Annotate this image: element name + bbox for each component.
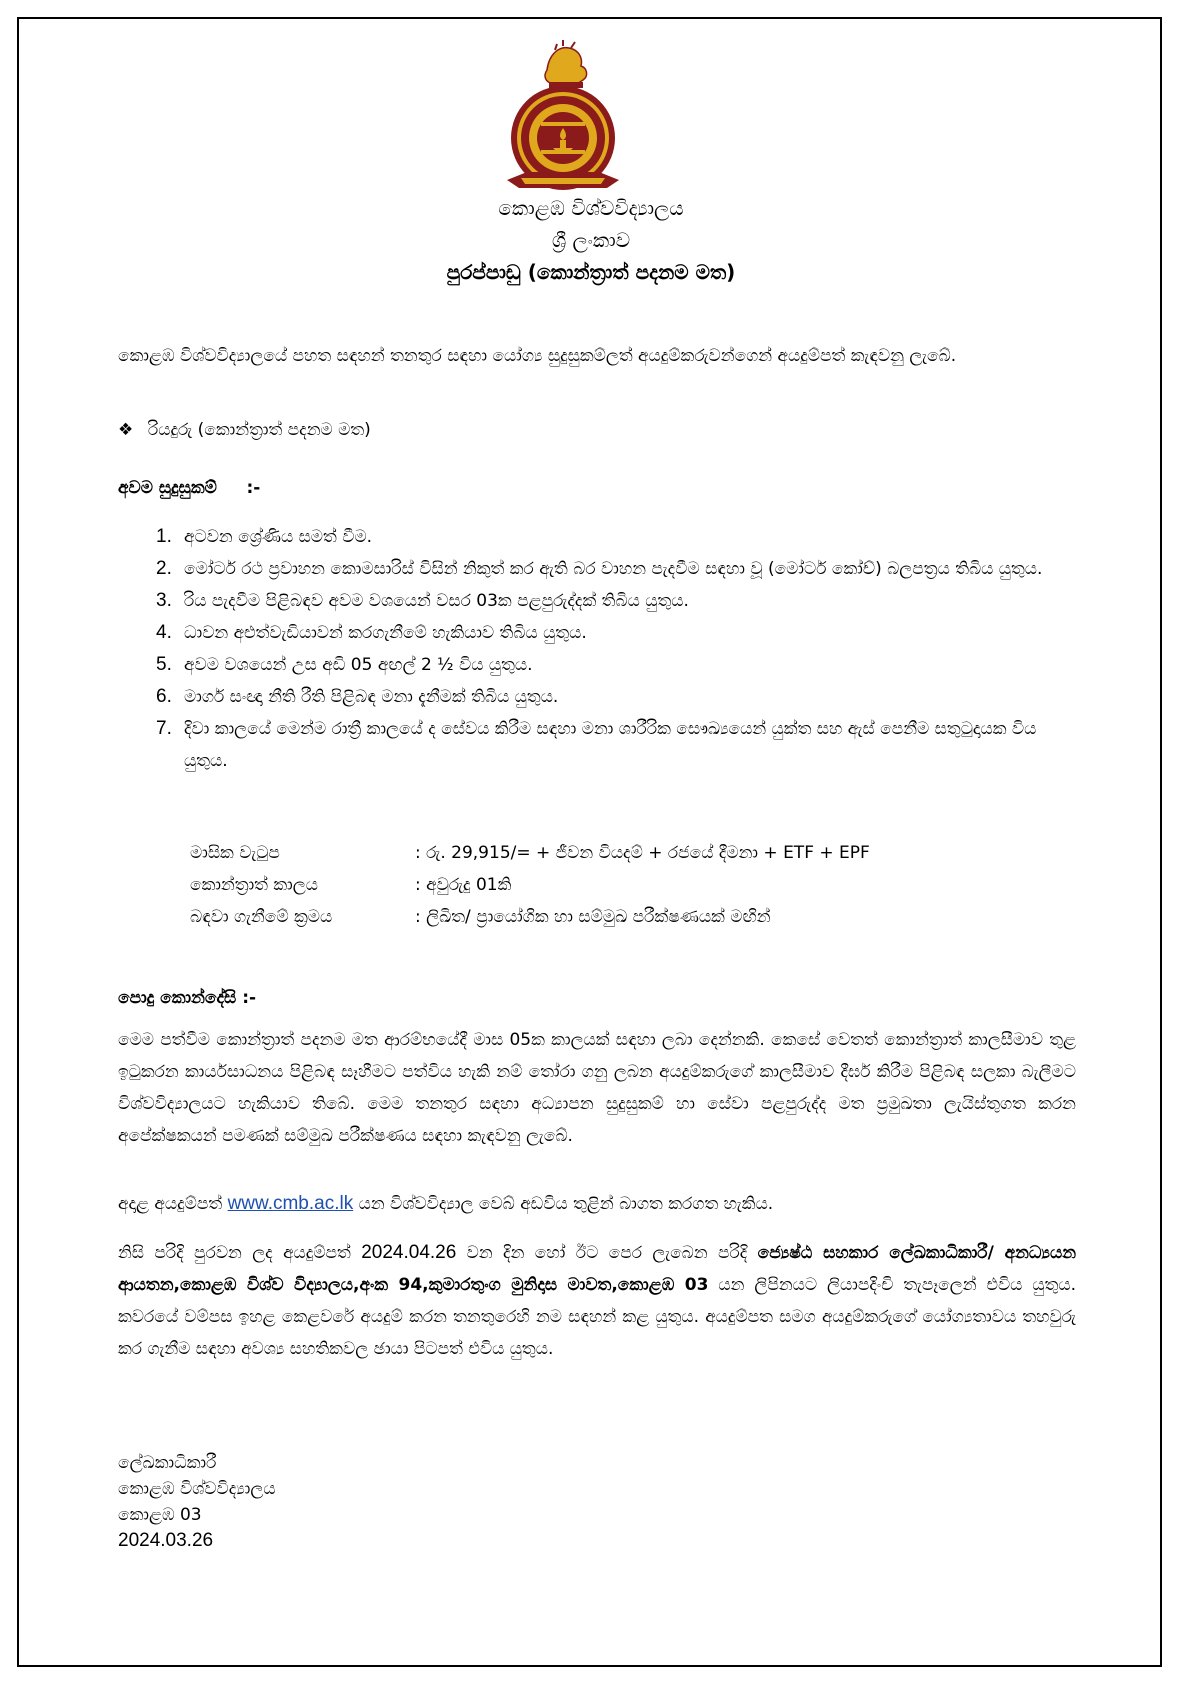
country-name: ශ්‍රී ලංකාව (551, 228, 631, 252)
qualification-number: 2. (156, 558, 172, 579)
detail-label: කොන්ත්‍රාත් කාලය (190, 875, 318, 895)
qualification-item (150, 649, 1080, 681)
qualifications-heading: අවම සුදුසුකම් :- (118, 478, 261, 498)
signatory-university: කොළඹ විශ්වවිද්‍යාලය (118, 1479, 276, 1499)
university-website-link[interactable]: www.cmb.ac.lk (227, 1193, 354, 1214)
qualification-item (150, 681, 1080, 713)
signature-block (118, 1450, 276, 1554)
qualification-item (150, 553, 1080, 585)
qualification-number: 7. (156, 718, 172, 739)
general-conditions-heading: පොදු කොන්දේසි :- (118, 988, 257, 1008)
download-line: අදාළ අයදුම්පත් www.cmb.ac.lk යන විශ්වවිද්‍යාල වෙබ් අඩවිය තුළින් බාගත කරගත හැකිය. (118, 1193, 774, 1214)
detail-label: මාසික වැටුප (190, 843, 280, 863)
qualification-item (150, 713, 1080, 777)
signatory-city: කොළඹ 03 (118, 1505, 202, 1525)
qualification-text: අටවන ශ්‍රේණිය සමත් වීම. (184, 527, 373, 547)
detail-value: : අවුරුදු 01කි (415, 875, 512, 895)
diamond-bullet-icon: ❖ (118, 420, 134, 440)
detail-value: : ලිඛිත/ ප්‍රායෝගික හා සම්මුඛ පරීක්ෂණයක් මඟින් (415, 907, 771, 927)
qualification-number: 1. (156, 526, 172, 547)
qualification-text: දිවා කාලයේ මෙන්ම රාත්‍රී කාලයේ ද සේවය කිරීම සඳහා මනා ශාරීරික සෞඛ්‍යයෙන් යුක්ත සහ ඇස් පෙනීම සතුටුදායක විය යුතුය. (184, 719, 1037, 771)
intro-paragraph: කොළඹ විශ්වවිද්‍යාලයේ පහත සඳහන් තනතුර සඳහා යෝග්‍ය සුදුසුකම්ලත් අයදුම්කරුවන්ගෙන් අයදුම්පත් කැඳවනු ලැබේ. (118, 346, 957, 366)
qualification-text: මාර්ග සංඥා නීති රීති පිළිබඳ මනා දැනීමක් තිබිය යුතුය. (184, 687, 559, 707)
qualification-item (150, 617, 1080, 649)
qualification-item (150, 585, 1080, 617)
details-table (190, 837, 870, 933)
qualification-number: 3. (156, 590, 172, 611)
qualification-text: ධාවන අළුත්වැඩියාවන් කරගැනීමේ හැකියාව තිබිය යුතුය. (184, 623, 587, 643)
notice-date: 2024.03.26 (118, 1530, 214, 1551)
detail-value: : රු. 29,915/= + ජීවන වියදම් + රජයේ දීමනා + ETF + EPF (415, 843, 870, 863)
post-title-line (118, 420, 371, 440)
qualifications-list (150, 521, 1080, 777)
detail-label: බඳවා ගැනීමේ ක්‍රමය (190, 907, 333, 927)
closing-date: 2024.04.26 (361, 1242, 457, 1263)
detail-row (190, 869, 870, 901)
qualification-number: 6. (156, 686, 172, 707)
qualification-item (150, 521, 1080, 553)
university-name: කොළඹ විශ්වවිද්‍යාලය (498, 196, 684, 220)
university-crest-logo (497, 40, 629, 200)
detail-row (190, 901, 870, 933)
qualification-text: රිය පැදවීම පිළිබඳව අවම වශයෙන් වසර 03ක පළපුරුද්දක් තිබිය යුතුය. (184, 591, 689, 611)
submission-paragraph: නිසි පරිදි පුරවන ලද අයදුම්පත් 2024.04.26 වන දින හෝ ඊට පෙර ලැබෙන පරිදි ජ්‍යෙෂ්ඨ සහකාර ලේඛකාධිකාරී/ අනධ්‍යයන ආයතන,කොළඹ විශ්ව විද්‍යාලය,අංක 94,කුමාරතුංග මුනිදාස මාවත,කොළඹ 03 යන ලිපිනයට ලියාපදිංචි තැපෑලෙන් එවිය යුතුය. කවරයේ වම්පස ඉහළ කෙළවරේ අයදුම් කරන තනතුරෙහි නම සඳහන් කළ යුතුය. අයදුම්පත සමග අයදුම්කරුගේ යෝග්‍යතාවය තහවුරු කර ගැනීම සඳහා අවශ්‍ය සහතිකවල ඡායා පිටපත් එවිය යුතුය. (118, 1242, 1076, 1359)
page-title: පුරප්පාඩු (කොන්ත්‍රාත් පදනම මත) (446, 260, 736, 284)
qualification-text: අවම වශයෙන් උස අඩි 05 අඟල් 2 ½ විය යුතුය. (184, 655, 533, 675)
detail-row (190, 837, 870, 869)
lion-emblem-icon (545, 40, 587, 88)
qualification-number: 5. (156, 654, 172, 675)
signatory-title: ලේඛකාධිකාරී (118, 1453, 217, 1473)
qualification-number: 4. (156, 622, 172, 643)
post-name: රියදුරු (කොන්ත්‍රාත් පදනම මත) (148, 420, 371, 440)
qualification-text: මෝටර් රථ ප්‍රවාහන කොමසාරිස් විසින් නිකුත් කර ඇති බර වාහන පැදවීම සඳහා වූ (මෝටර් කෝච්) බලපත්‍රය තිබිය යුතුය. (184, 559, 1043, 579)
submission-address: ජ්‍යෙෂ්ඨ සහකාර ලේඛකාධිකාරී/ අනධ්‍යයන ආයතන,කොළඹ විශ්ව විද්‍යාලය,අංක 94,කුමාරතුංග මුනිදාස මාවත,කොළඹ 03 (118, 1243, 1076, 1295)
general-conditions-paragraph: මෙම පත්වීම කොන්ත්‍රාත් පදනම මත ආරම්භයේදී මාස 05ක කාලයක් සඳහා ලබා දෙන්නකි. කෙසේ වෙතත් කොන්ත්‍රාත් කාලසීමාව තුළ ඉටුකරන කාර්යසාධනය පිළිබඳ සෑහීමට පත්විය හැකි නම් තෝරා ගනු ලබන අයදුම්කරුගේ කාලසීමාව දීර්ඝ කිරීම පිළිබඳ සලකා බැලීමට විශ්වවිද්‍යාලයට හැකියාව තිබේ. මෙම තනතුර සඳහා අධ්‍යාපන සුදුසුකම් හා සේවා පළපුරුද්ද මත ප්‍රමුඛතා ලැයිස්තුගත කරන අපේක්ෂකයන් පමණක් සම්මුඛ පරීක්ෂණය සඳහා කැඳවනු ලැබේ. (118, 1030, 1076, 1146)
